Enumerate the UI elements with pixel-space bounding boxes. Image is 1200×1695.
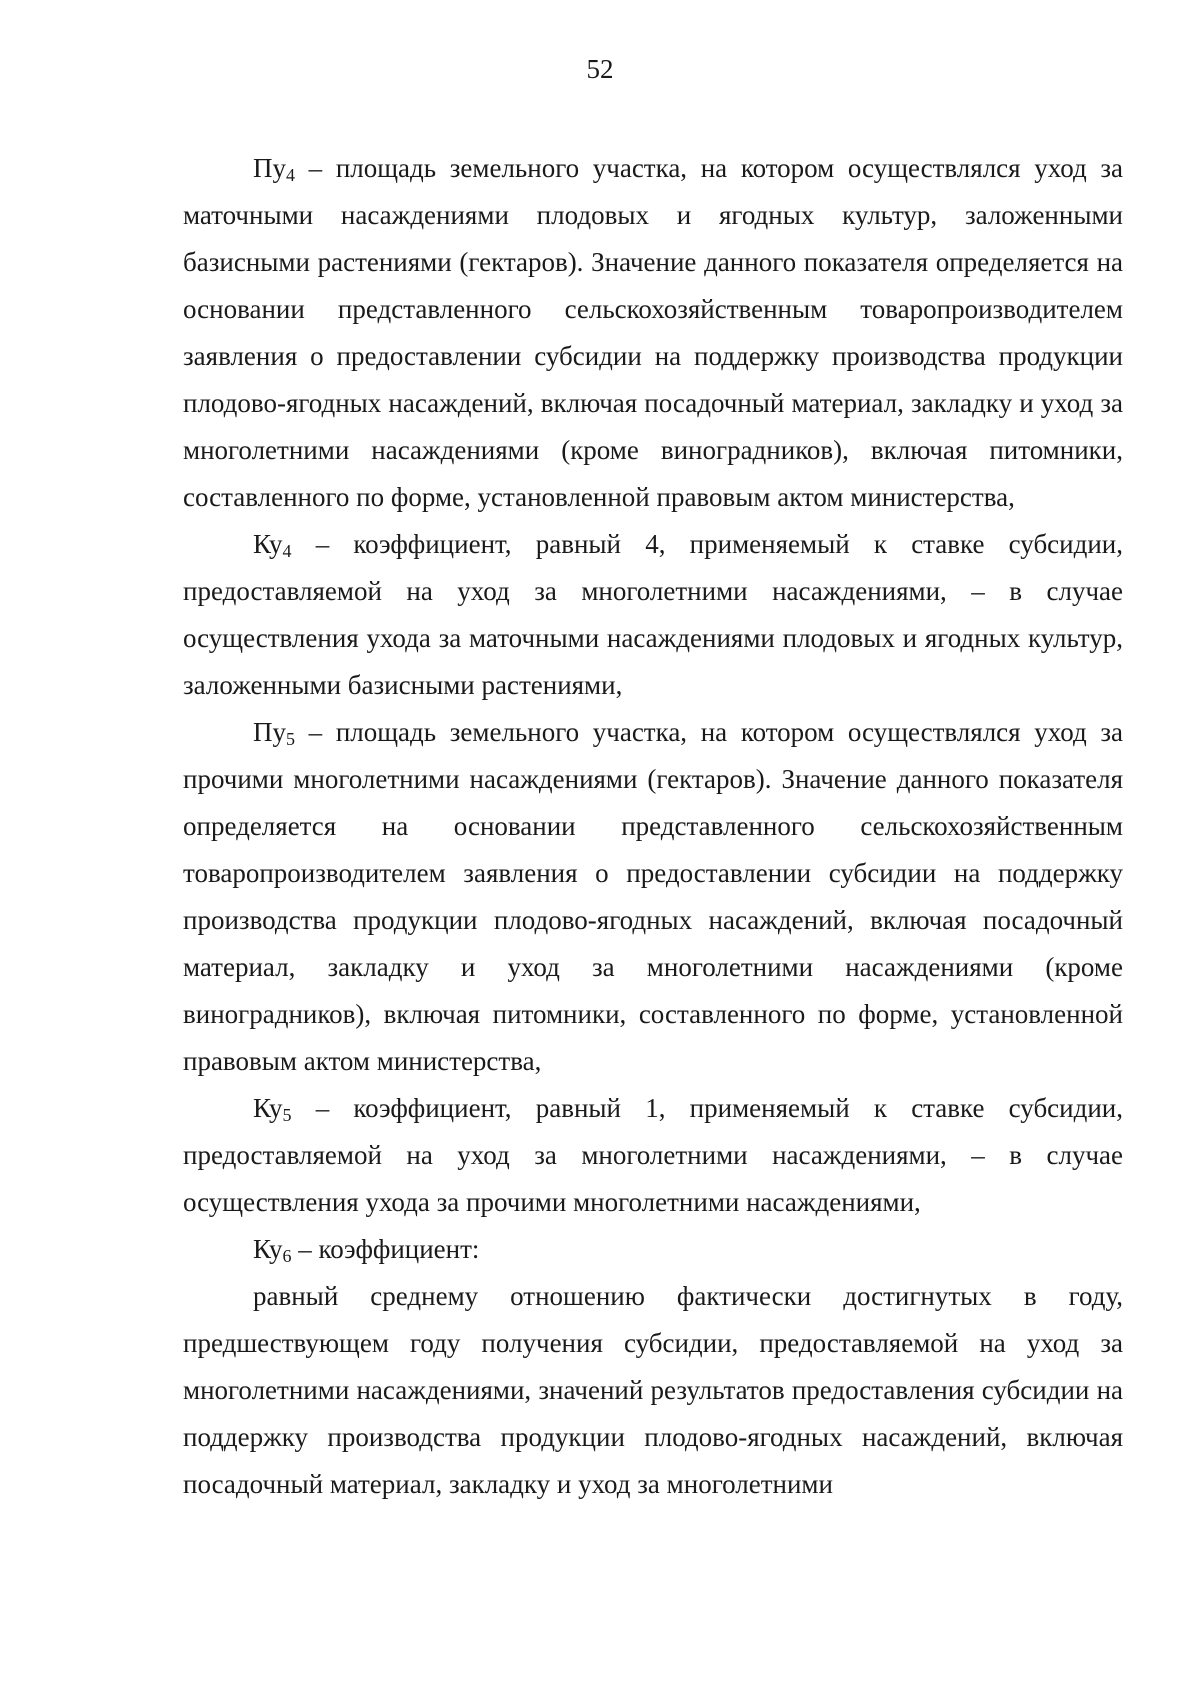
paragraph-ku5-definition xyxy=(183,1085,1123,1226)
variable-symbol: Пу xyxy=(253,717,286,747)
page-number: 52 xyxy=(586,54,614,84)
variable-subscript: 5 xyxy=(282,1105,292,1125)
paragraph-text: – коэффициент: xyxy=(291,1234,480,1264)
paragraph-ku4-definition xyxy=(183,521,1123,709)
body-text xyxy=(183,145,1123,1508)
variable-symbol: Ку xyxy=(253,529,283,559)
variable-subscript: 4 xyxy=(282,541,292,561)
paragraph-ku6-first-case xyxy=(183,1273,1123,1508)
paragraph-text: – площадь земельного участка, на котором осуществлялся уход за маточными насаждениями плодовых и ягодных культур, заложенными базисными растениями (гектаров). Значение данного показателя определяется на основании представленного сельскохозяйственным товаропроизводителем заявления о предоставлении субсидии на поддержку производства продукции плодово-ягодных насаждений, включая посадочный материал, закладку и уход за многолетними насаждениями (кроме виноградников), включая питомники, составленного по форме, установленной правовым актом министерства, xyxy=(183,153,1123,512)
paragraph-pu4-definition xyxy=(183,145,1123,521)
variable-subscript: 6 xyxy=(282,1246,292,1266)
variable-subscript: 5 xyxy=(286,729,295,749)
variable-subscript: 4 xyxy=(286,165,295,185)
variable-symbol: Ку xyxy=(253,1093,283,1123)
paragraph-ku6-definition xyxy=(183,1226,1123,1273)
paragraph-text: – коэффициент, равный 4, применяемый к ставке субсидии, предоставляемой на уход за многолетними насаждениями, – в случае осуществления ухода за маточными насаждениями плодовых и ягодных культур, заложенными базисными растениями, xyxy=(183,529,1123,700)
variable-symbol: Ку xyxy=(253,1234,283,1264)
variable-symbol: Пу xyxy=(253,153,286,183)
paragraph-text: – площадь земельного участка, на котором осуществлялся уход за прочими многолетними насаждениями (гектаров). Значение данного показателя определяется на основании представленного сельскохозяйственным товаропроизводителем заявления о предоставлении субсидии на поддержку производства продукции плодово-ягодных насаждений, включая посадочный материал, закладку и уход за многолетними насаждениями (кроме виноградников), включая питомники, составленного по форме, установленной правовым актом министерства, xyxy=(183,717,1123,1076)
paragraph-pu5-definition xyxy=(183,709,1123,1085)
paragraph-text: – коэффициент, равный 1, применяемый к ставке субсидии, предоставляемой на уход за многолетними насаждениями, – в случае осуществления ухода за прочими многолетними насаждениями, xyxy=(183,1093,1123,1217)
paragraph-text: равный среднему отношению фактически достигнутых в году, предшествующем году получения субсидии, предоставляемой на уход за многолетними насаждениями, значений результатов предоставления субсидии на поддержку производства продукции плодово-ягодных насаждений, включая посадочный материал, закладку и уход за многолетними xyxy=(183,1281,1123,1499)
